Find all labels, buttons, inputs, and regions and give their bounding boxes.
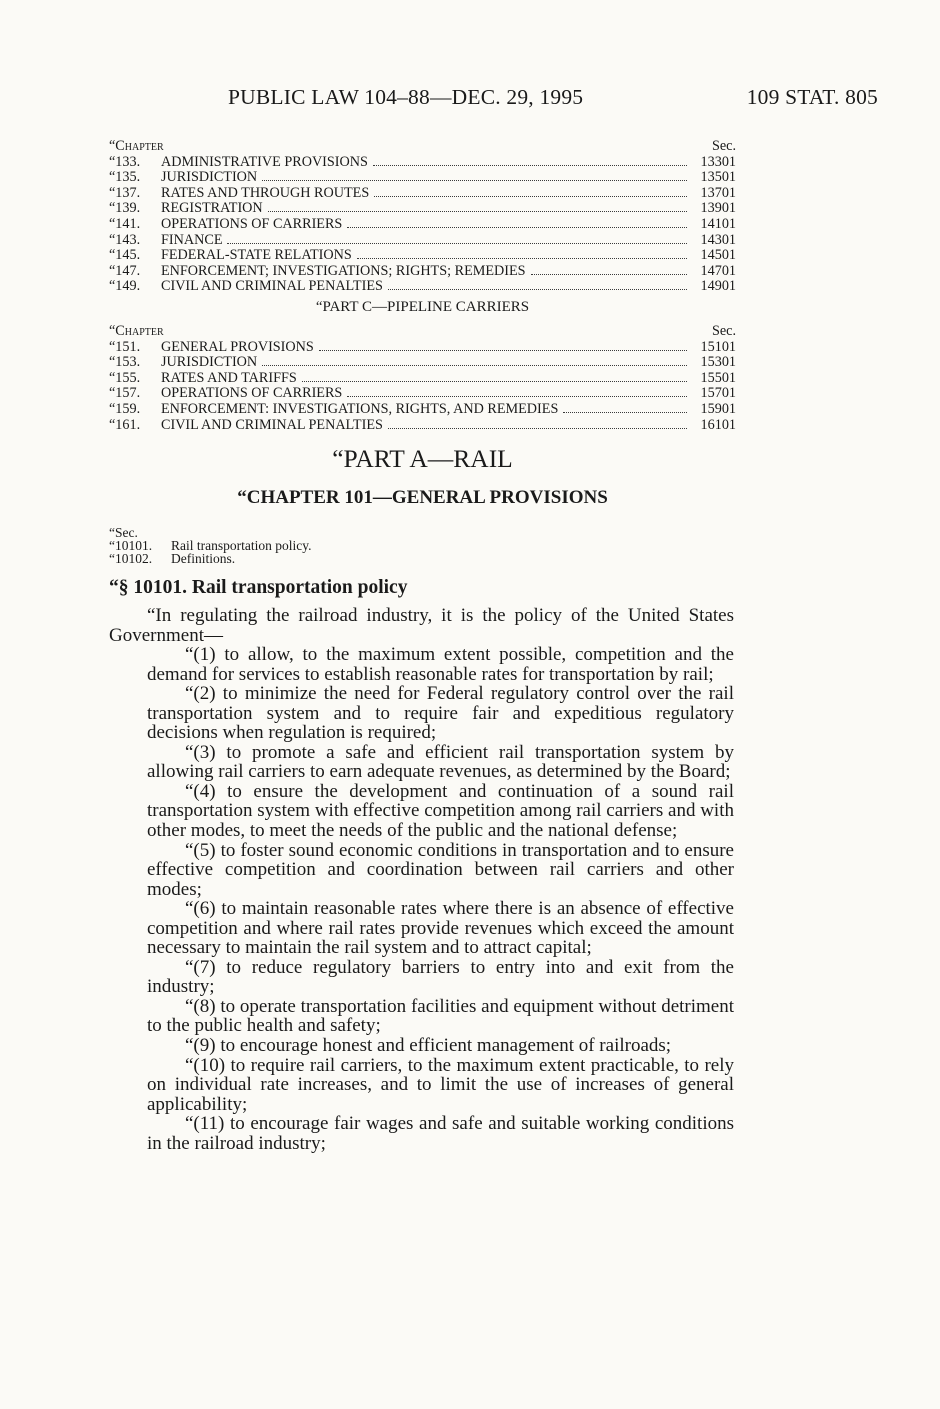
policy-item: “(7) to reduce regulatory barriers to entry into and exit from the industry; — [147, 956, 734, 998]
toc-row — [109, 155, 736, 171]
toc-chapter-title: CIVIL AND CRIMINAL PENALTIES — [161, 416, 383, 433]
toc-chapter-title: OPERATIONS OF CARRIERS — [161, 215, 343, 232]
toc-chapter-number: “139. — [109, 200, 141, 217]
section-list-number: “10102. — [109, 551, 153, 566]
section-body — [109, 606, 734, 1153]
toc-chapter-number: “157. — [109, 385, 141, 402]
toc-chapter-number: “149. — [109, 278, 141, 295]
leader-dots — [388, 419, 687, 429]
toc-row — [109, 340, 736, 356]
toc-row — [109, 201, 736, 217]
toc-chapter-title: CIVIL AND CRIMINAL PENALTIES — [161, 278, 383, 295]
toc-chapter-title: RATES AND THROUGH ROUTES — [161, 184, 370, 201]
policy-item: “(4) to ensure the development and continuation of a sound rail transportation system with effective competition among rail carriers and with other modes, to meet the needs of the public and the national defense; — [147, 780, 734, 842]
toc-section-number: 14301 — [700, 231, 736, 248]
toc-chapter-label: “Chapter — [109, 138, 164, 154]
toc-chapter-title: ADMINISTRATIVE PROVISIONS — [161, 153, 368, 170]
toc-chapter-title: RATES AND TARIFFS — [161, 369, 297, 386]
toc-section-number: 16101 — [700, 416, 736, 433]
policy-item: “(10) to require rail carriers, to the maximum extent practicable, to rely on individual rate increases, and to limit the use of increases of general applicability; — [147, 1054, 734, 1115]
toc-chapter-title: OPERATIONS OF CARRIERS — [161, 385, 343, 402]
toc-section-number: 13301 — [700, 153, 736, 170]
toc-chapter-title: REGISTRATION — [161, 200, 263, 217]
toc-chapter-title: ENFORCEMENT; INVESTIGATIONS; RIGHTS; REMEDIES — [161, 262, 526, 279]
section-list-title: Rail transportation policy. — [171, 538, 312, 553]
toc-section-number: 15701 — [700, 385, 736, 402]
toc-sec-label: Sec. — [711, 138, 736, 154]
toc-chapter-title: JURISDICTION — [161, 169, 258, 186]
leader-dots — [347, 388, 687, 398]
toc-row — [109, 418, 736, 434]
toc-chapter-title: FEDERAL-STATE RELATIONS — [161, 247, 352, 264]
leader-dots — [262, 172, 687, 182]
policy-item: “(5) to foster sound economic conditions in transportation and to ensure effective competition and coordination between rail carriers and other modes; — [147, 839, 734, 900]
toc-section-number: 13501 — [700, 169, 736, 186]
toc-section-number: 15101 — [700, 338, 736, 355]
toc-chapter-label: “Chapter — [109, 323, 164, 339]
toc-row — [109, 355, 736, 371]
toc-chapter-number: “135. — [109, 169, 141, 186]
toc-row — [109, 233, 736, 249]
policy-intro-paragraph: “In regulating the railroad industry, it is the policy of the United States Government— — [109, 605, 734, 646]
leader-dots — [302, 372, 687, 382]
toc-chapter-title: ENFORCEMENT: INVESTIGATIONS, RIGHTS, AND REMEDIES — [161, 400, 559, 417]
policy-item: “(8) to operate transportation facilities and equipment without detriment to the public health and safety; — [147, 995, 734, 1037]
toc-section-number: 14501 — [700, 247, 736, 264]
chapter-101-heading: “CHAPTER 101—GENERAL PROVISIONS — [237, 487, 608, 508]
policy-item: “(9) to encourage honest and efficient management of railroads; — [185, 1035, 672, 1057]
policy-item: “(3) to promote a safe and efficient rail transportation system by allowing rail carriers to earn adequate revenues, as determined by the Board; — [147, 741, 734, 783]
toc-section-number: 13901 — [700, 200, 736, 217]
toc-section-number: 15901 — [700, 400, 736, 417]
leader-dots — [531, 265, 687, 275]
toc-chapter-title: JURISDICTION — [161, 354, 258, 371]
toc-section-number: 15501 — [700, 369, 736, 386]
toc-section-number: 13701 — [700, 184, 736, 201]
toc-chapter-number: “147. — [109, 262, 141, 279]
leader-dots — [563, 403, 687, 413]
toc-header — [109, 324, 736, 340]
leader-dots — [388, 281, 687, 291]
policy-item: “(6) to maintain reasonable rates where there is an absence of effective competition and where rail rates provide revenues which exceed the amount necessary to maintain the rail system and to attract capital; — [147, 898, 734, 959]
policy-item: “(2) to minimize the need for Federal regulatory control over the rail transportation system and to require fair and expeditious regulatory decisions when regulation is required; — [147, 683, 734, 744]
leader-dots — [268, 203, 687, 213]
toc-chapter-number: “159. — [109, 400, 141, 417]
toc-chapter-title: FINANCE — [161, 231, 223, 248]
toc-header — [109, 139, 736, 155]
toc-row — [109, 248, 736, 264]
section-list-item — [109, 552, 311, 565]
leader-dots — [319, 341, 687, 351]
section-list — [109, 526, 311, 565]
toc-row — [109, 264, 736, 280]
toc-chapter-number: “141. — [109, 215, 141, 232]
toc-chapter-number: “153. — [109, 354, 141, 371]
part-a-heading: “PART A—RAIL — [332, 444, 513, 473]
policy-item: “(1) to allow, to the maximum extent possible, competition and the demand for services to establish reasonable rates for transportation by rail; — [147, 644, 734, 685]
toc-chapter-number: “133. — [109, 153, 141, 170]
leader-dots — [357, 250, 687, 260]
toc-chapter-number: “155. — [109, 369, 141, 386]
leader-dots — [373, 156, 687, 166]
toc-chapter-number: “137. — [109, 184, 141, 201]
toc-chapter-number: “143. — [109, 231, 141, 248]
toc-sec-label: Sec. — [711, 323, 736, 339]
toc-row — [109, 402, 736, 418]
section-list-title: Definitions. — [171, 551, 236, 566]
leader-dots — [347, 218, 687, 228]
section-list-number: “10101. — [109, 538, 153, 553]
toc-section-number: 14701 — [700, 262, 736, 279]
toc-section-number: 14101 — [700, 215, 736, 232]
toc-row — [109, 279, 736, 295]
toc-section-number: 14901 — [700, 278, 736, 295]
toc-section-number: 15301 — [700, 354, 736, 371]
toc-chapter-number: “161. — [109, 416, 141, 433]
leader-dots — [262, 357, 687, 367]
toc-row — [109, 170, 736, 186]
leader-dots — [227, 234, 687, 244]
toc-chapter-title: GENERAL PROVISIONS — [161, 338, 314, 355]
section-10101-heading: “§ 10101. Rail transportation policy — [109, 577, 408, 598]
policy-item: “(11) to encourage fair wages and safe and suitable working conditions in the railroad industry; — [147, 1113, 734, 1154]
header-stat-page: 109 STAT. 805 — [746, 85, 878, 109]
toc-part-b — [109, 139, 736, 295]
toc-chapter-number: “151. — [109, 338, 141, 355]
toc-part-c — [109, 324, 736, 433]
part-c-heading: “PART C—PIPELINE CARRIERS — [315, 299, 530, 315]
header-public-law: PUBLIC LAW 104–88—DEC. 29, 1995 — [228, 85, 584, 109]
toc-row — [109, 217, 736, 233]
toc-row — [109, 371, 736, 387]
toc-chapter-number: “145. — [109, 247, 141, 264]
toc-row — [109, 386, 736, 402]
leader-dots — [374, 187, 687, 197]
section-list-label: “Sec. — [109, 525, 138, 540]
page-header — [228, 85, 878, 115]
toc-row — [109, 186, 736, 202]
